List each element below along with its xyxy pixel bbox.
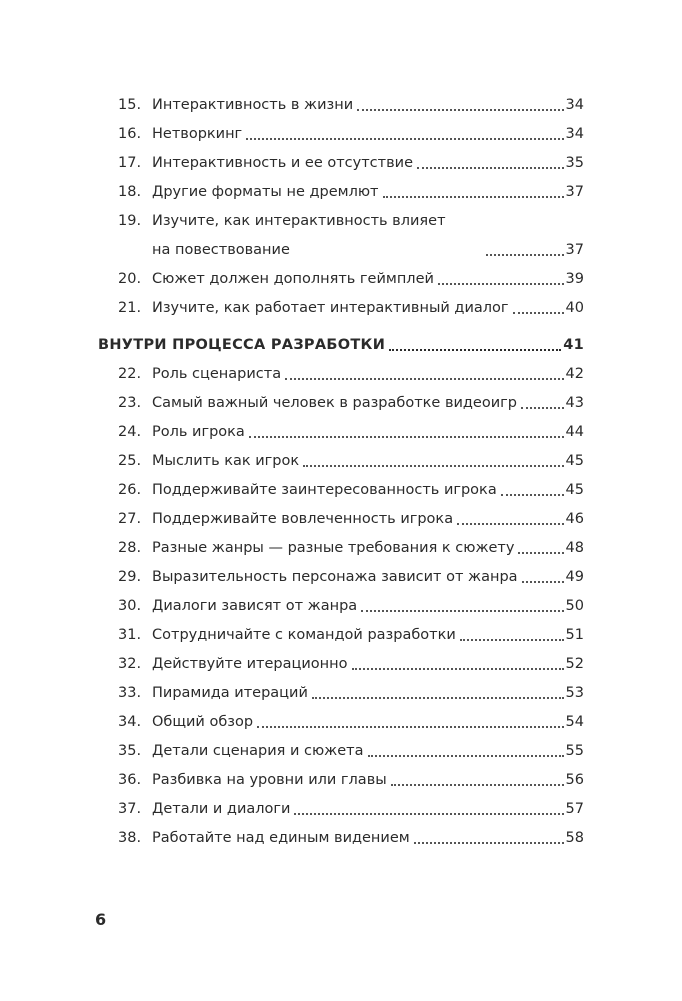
toc-entry-28[interactable]	[118, 539, 584, 558]
entry-page: 34	[565, 97, 584, 113]
toc-entry-23[interactable]	[118, 394, 584, 413]
entry-page: 49	[565, 569, 584, 585]
entry-page: 45	[565, 482, 584, 498]
toc-entry-24[interactable]	[118, 423, 584, 442]
entry-page: 50	[565, 598, 584, 614]
dot-leader	[257, 725, 563, 728]
entry-title: Выразительность персонажа зависит от жанра	[152, 569, 518, 585]
entry-title: Сотрудничайте с командой разработки	[152, 627, 456, 643]
entry-page: 57	[565, 801, 584, 817]
toc-entry-17[interactable]	[118, 154, 584, 173]
entry-page: 37	[565, 242, 584, 258]
entry-title: Изучите, как работает интерактивный диалог	[152, 300, 509, 316]
entry-number: 15.	[118, 97, 142, 113]
dot-leader	[460, 638, 564, 641]
toc-entry-20[interactable]	[118, 270, 584, 289]
toc-entry-36[interactable]	[118, 771, 584, 790]
entry-page: 53	[565, 685, 584, 701]
entry-number: 21.	[118, 300, 142, 316]
entry-number: 32.	[118, 656, 142, 672]
dot-leader	[417, 166, 564, 169]
entry-title-line-1: Изучите, как интерактивность влияет	[152, 213, 446, 229]
entry-number: 31.	[118, 627, 142, 643]
dot-leader	[312, 696, 564, 699]
entry-title: Нетворкинг	[152, 126, 243, 142]
dot-leader	[383, 195, 564, 198]
toc-entry-35[interactable]	[118, 742, 584, 761]
entry-title: Интерактивность в жизни	[152, 97, 354, 113]
dot-leader	[521, 406, 564, 409]
toc-entry-30[interactable]	[118, 597, 584, 616]
entry-number: 23.	[118, 395, 142, 411]
toc-entry-37[interactable]	[118, 800, 584, 819]
toc-entry-21[interactable]	[118, 299, 584, 318]
toc-entry-27[interactable]	[118, 510, 584, 529]
entry-number: 33.	[118, 685, 142, 701]
dot-leader	[414, 841, 564, 844]
entry-title: Действуйте итерационно	[152, 656, 348, 672]
entry-title: Роль игрока	[152, 424, 245, 440]
toc-entry-33[interactable]	[118, 684, 584, 703]
entry-page: 39	[565, 271, 584, 287]
dot-leader	[246, 137, 563, 140]
dot-leader	[513, 311, 564, 314]
entry-page: 45	[565, 453, 584, 469]
entry-title: Разные жанры — разные требования к сюжету	[152, 540, 515, 556]
entry-number: 38.	[118, 830, 142, 846]
entry-title: Другие форматы не дремлют	[152, 184, 379, 200]
entry-page: 35	[565, 155, 584, 171]
entry-number: 27.	[118, 511, 142, 527]
table-of-contents	[98, 96, 584, 858]
toc-entry-31[interactable]	[118, 626, 584, 645]
entry-page: 58	[565, 830, 584, 846]
entry-title: Поддерживайте вовлеченность игрока	[152, 511, 454, 527]
entry-number: 34.	[118, 714, 142, 730]
entry-page: 54	[565, 714, 584, 730]
dot-leader	[361, 609, 563, 612]
entry-number: 16.	[118, 126, 142, 142]
entry-title: Поддерживайте заинтересованность игрока	[152, 482, 497, 498]
dot-leader	[389, 348, 561, 351]
toc-entry-18[interactable]	[118, 183, 584, 202]
section-title: ВНУТРИ ПРОЦЕССА РАЗРАБОТКИ	[98, 337, 386, 353]
dot-leader	[486, 253, 564, 256]
dot-leader	[457, 522, 563, 525]
entry-title-line-2: на повествование	[152, 242, 290, 258]
entry-number: 35.	[118, 743, 142, 759]
toc-entry-19[interactable]	[118, 212, 584, 260]
toc-entry-38[interactable]	[118, 829, 584, 848]
toc-entry-26[interactable]	[118, 481, 584, 500]
dot-leader	[518, 551, 563, 554]
entry-number: 22.	[118, 366, 142, 382]
section-page: 41	[563, 337, 584, 353]
entry-number: 19.	[118, 213, 142, 229]
dot-leader	[522, 580, 564, 583]
dot-leader	[294, 812, 563, 815]
page-number: 6	[95, 910, 107, 929]
entry-title: Детали и диалоги	[152, 801, 291, 817]
toc-entry-15[interactable]	[118, 96, 584, 115]
dot-leader	[501, 493, 564, 496]
entry-page: 44	[565, 424, 584, 440]
entry-title: Диалоги зависят от жанра	[152, 598, 358, 614]
toc-entry-25[interactable]	[118, 452, 584, 471]
entry-page: 37	[565, 184, 584, 200]
entry-title: Разбивка на уровни или главы	[152, 772, 387, 788]
entry-page: 34	[565, 126, 584, 142]
entry-page: 46	[565, 511, 584, 527]
dot-leader	[357, 108, 563, 111]
entry-page: 55	[565, 743, 584, 759]
entry-title: Мыслить как игрок	[152, 453, 300, 469]
entry-page: 56	[565, 772, 584, 788]
toc-entry-32[interactable]	[118, 655, 584, 674]
entry-number: 28.	[118, 540, 142, 556]
toc-entry-29[interactable]	[118, 568, 584, 587]
dot-leader	[303, 464, 563, 467]
entry-page: 51	[565, 627, 584, 643]
entry-number: 17.	[118, 155, 142, 171]
entry-number: 37.	[118, 801, 142, 817]
entry-page: 42	[565, 366, 584, 382]
toc-section-heading[interactable]	[98, 336, 584, 355]
dot-leader	[285, 377, 563, 380]
entry-title: Детали сценария и сюжета	[152, 743, 364, 759]
entry-title: Самый важный человек в разработке видеоигр	[152, 395, 517, 411]
dot-leader	[438, 282, 564, 285]
entry-number: 18.	[118, 184, 142, 200]
entry-title: Работайте над единым видением	[152, 830, 410, 846]
entry-page: 40	[565, 300, 584, 316]
entry-title: Общий обзор	[152, 714, 254, 730]
entry-page: 52	[565, 656, 584, 672]
entry-title: Сюжет должен дополнять геймплей	[152, 271, 434, 287]
toc-entry-16[interactable]	[118, 125, 584, 144]
entry-number: 20.	[118, 271, 142, 287]
entry-page: 48	[565, 540, 584, 556]
dot-leader	[368, 754, 564, 757]
entry-page: 43	[565, 395, 584, 411]
entry-number: 24.	[118, 424, 142, 440]
toc-entry-22[interactable]	[118, 365, 584, 384]
dot-leader	[391, 783, 564, 786]
entry-number: 25.	[118, 453, 142, 469]
dot-leader	[249, 435, 564, 438]
entry-number: 29.	[118, 569, 142, 585]
dot-leader	[352, 667, 564, 670]
entry-number: 36.	[118, 772, 142, 788]
toc-entry-34[interactable]	[118, 713, 584, 732]
entry-number: 30.	[118, 598, 142, 614]
entry-title: Роль сценариста	[152, 366, 282, 382]
entry-number: 26.	[118, 482, 142, 498]
entry-title: Интерактивность и ее отсутствие	[152, 155, 413, 171]
entry-title: Пирамида итераций	[152, 685, 308, 701]
